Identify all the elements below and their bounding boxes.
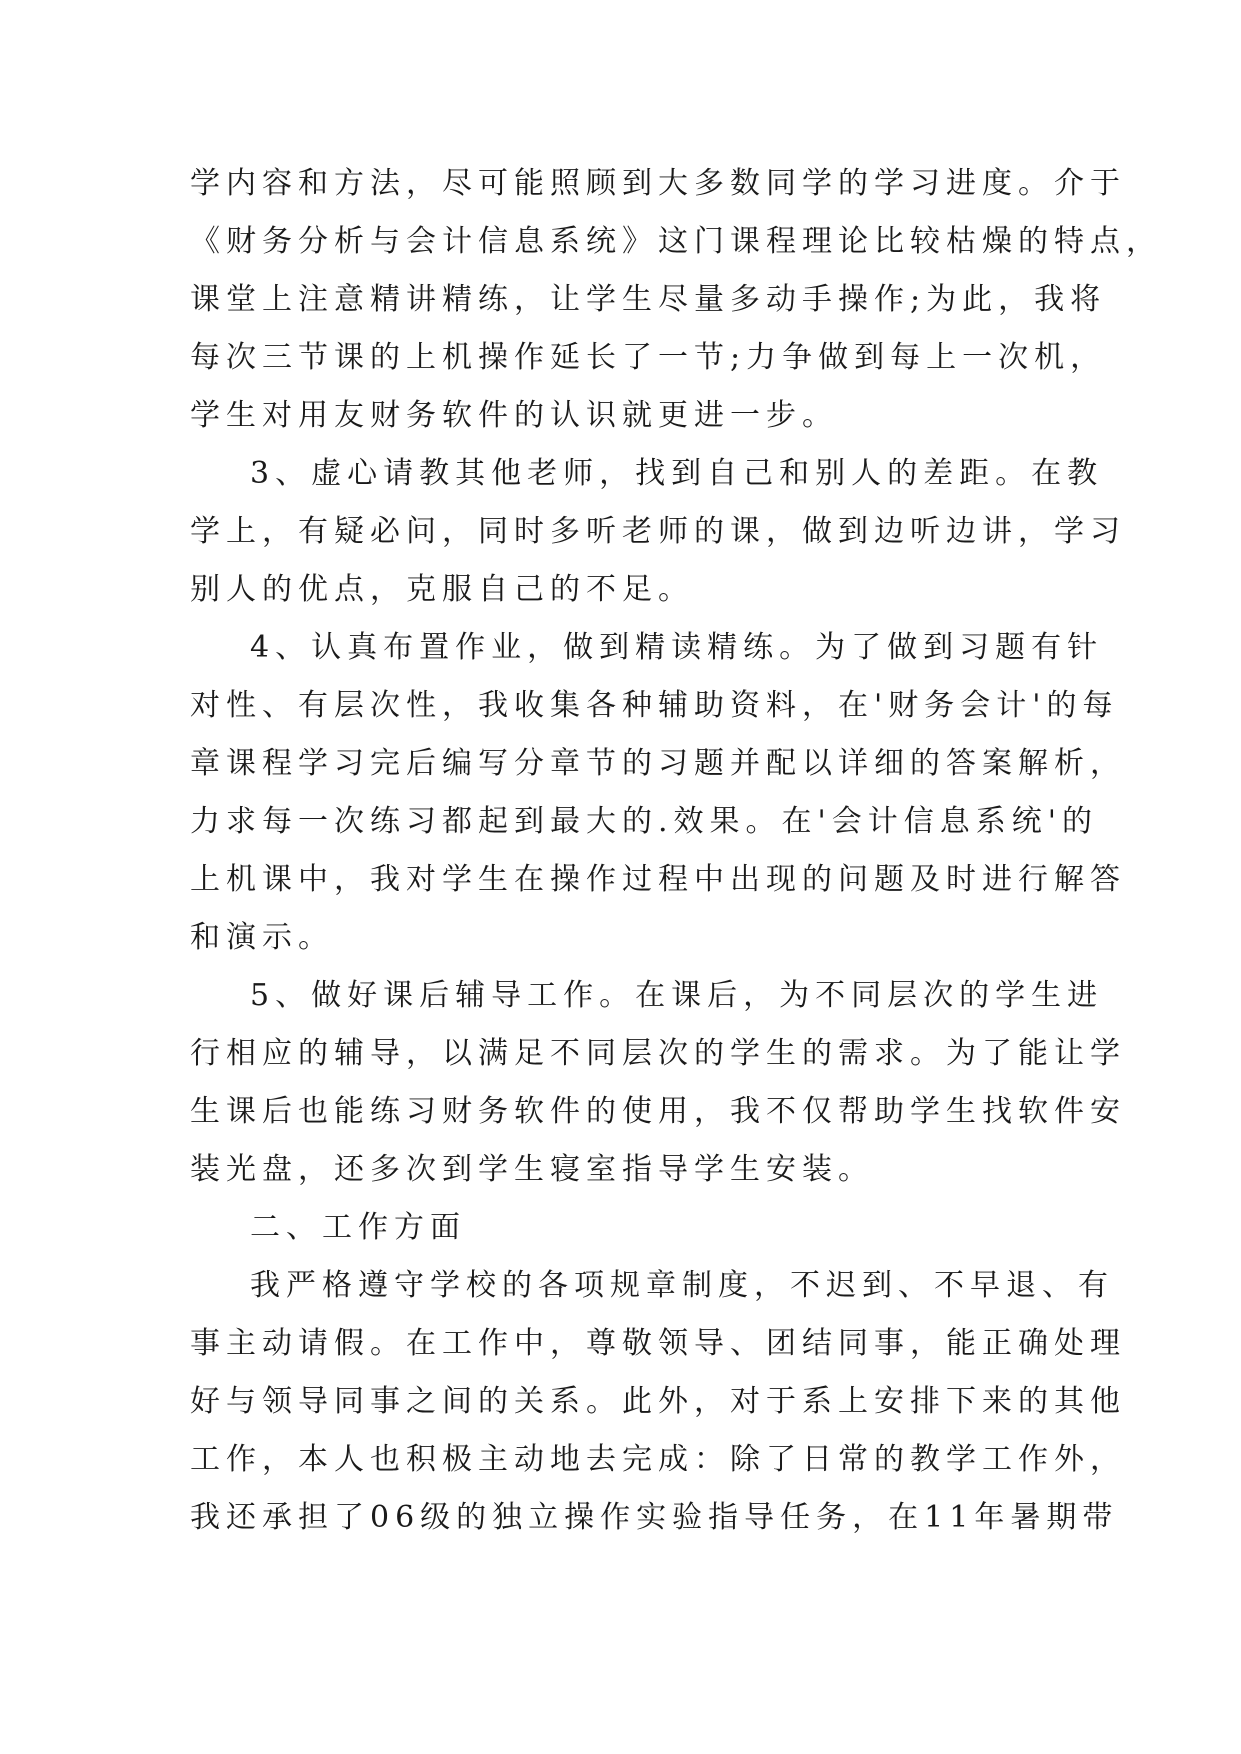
paragraph-line: 3、虚心请教其他老师，找到自己和别人的差距。在教 [250, 456, 1104, 491]
paragraph-line: 好与领导同事之间的关系。此外，对于系上安排下来的其他 [190, 1384, 1126, 1419]
paragraph-line: 章课程学习完后编写分章节的习题并配以详细的答案解析， [190, 746, 1126, 781]
paragraph-line: 工作，本人也积极主动地去完成：除了日常的教学工作外， [190, 1442, 1126, 1477]
paragraph-line: 和演示。 [190, 920, 334, 955]
paragraph-line: 《财务分析与会计信息系统》这门课程理论比较枯燥的特点， [190, 224, 1162, 259]
paragraph-line: 力求每一次练习都起到最大的.效果。在'会计信息系统'的 [190, 804, 1099, 839]
paragraph-line: 每次三节课的上机操作延长了一节;力争做到每上一次机， [190, 340, 1107, 375]
paragraph-line: 我严格遵守学校的各项规章制度，不迟到、不早退、有 [250, 1268, 1114, 1303]
paragraph-line: 行相应的辅导，以满足不同层次的学生的需求。为了能让学 [190, 1036, 1126, 1071]
paragraph-line: 二、工作方面 [250, 1210, 466, 1245]
document-body [190, 155, 1162, 1547]
paragraph-line: 学生对用友财务软件的认识就更进一步。 [190, 398, 838, 433]
paragraph-line: 事主动请假。在工作中，尊敬领导、团结同事，能正确处理 [190, 1326, 1126, 1361]
paragraph-line: 5、做好课后辅导工作。在课后，为不同层次的学生进 [250, 978, 1104, 1013]
paragraph-line: 课堂上注意精讲精练，让学生尽量多动手操作;为此，我将 [190, 282, 1107, 317]
paragraph-line: 装光盘，还多次到学生寝室指导学生安装。 [190, 1152, 874, 1187]
paragraph-line: 我还承担了06级的独立操作实验指导任务，在11年暑期带 [190, 1500, 1119, 1535]
paragraph-line: 上机课中，我对学生在操作过程中出现的问题及时进行解答 [190, 862, 1126, 897]
paragraph-line: 别人的优点，克服自己的不足。 [190, 572, 694, 607]
paragraph-line: 生课后也能练习财务软件的使用，我不仅帮助学生找软件安 [190, 1094, 1126, 1129]
paragraph-line: 对性、有层次性，我收集各种辅助资料，在'财务会计'的每 [190, 688, 1119, 723]
paragraph-line: 学上，有疑必问，同时多听老师的课，做到边听边讲，学习 [190, 514, 1126, 549]
paragraph-line: 4、认真布置作业，做到精读精练。为了做到习题有针 [250, 630, 1104, 665]
paragraph-line: 学内容和方法，尽可能照顾到大多数同学的学习进度。介于 [190, 166, 1126, 201]
